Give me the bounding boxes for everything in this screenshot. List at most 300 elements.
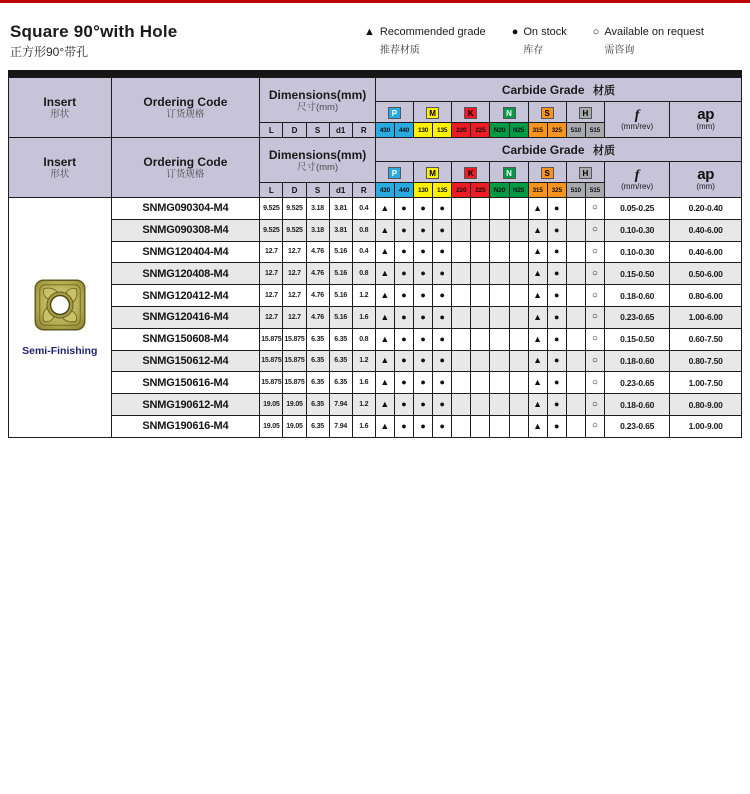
table-body bbox=[9, 198, 742, 438]
dimension-value-cell: 6.35 bbox=[329, 372, 352, 394]
grade-symbol-cell: ● bbox=[394, 241, 413, 263]
grade-symbol-cell bbox=[471, 198, 490, 220]
grade-symbol-cell bbox=[452, 350, 471, 372]
depth-range-cell: 0.40-6.00 bbox=[670, 219, 742, 241]
dimension-value-cell: 15.875 bbox=[260, 350, 283, 372]
grade-symbol-cell: ▲ bbox=[375, 328, 394, 350]
carbide-grade-header bbox=[375, 138, 741, 162]
grade-symbol-cell: ○ bbox=[585, 328, 604, 350]
dimension-value-cell: 19.05 bbox=[283, 415, 306, 437]
grade-symbol-cell bbox=[471, 285, 490, 307]
depth-range-cell: 0.80-7.50 bbox=[670, 350, 742, 372]
grade-symbol-cell bbox=[509, 198, 528, 220]
grade-symbol-cell: ▲ bbox=[375, 219, 394, 241]
grade-symbol-cell: ● bbox=[433, 350, 452, 372]
grade-letter-chip-m: M bbox=[426, 107, 439, 119]
feed-header-unit: (mm/rev) bbox=[621, 181, 654, 191]
grade-symbol-cell bbox=[490, 328, 509, 350]
feed-header-unit: (mm/rev) bbox=[621, 121, 654, 131]
grade-number-cell-n25: N25 bbox=[509, 183, 528, 198]
grade-number-cell-n25: N25 bbox=[509, 123, 528, 138]
grade-symbol-cell bbox=[452, 263, 471, 285]
depth-header-symbol: ap bbox=[697, 106, 715, 123]
dim-col-label-s: S bbox=[306, 183, 329, 198]
carbide-header-zh: 材质 bbox=[593, 84, 615, 97]
legend-item-on-stock bbox=[512, 26, 567, 56]
grade-symbol-cell bbox=[490, 415, 509, 437]
dimension-value-cell: 12.7 bbox=[283, 285, 306, 307]
dimension-value-cell: 7.94 bbox=[329, 415, 352, 437]
grade-symbol-cell: ● bbox=[394, 219, 413, 241]
grade-symbol-cell bbox=[566, 415, 585, 437]
table-row bbox=[9, 198, 742, 220]
dimension-value-cell: 19.05 bbox=[283, 394, 306, 416]
dimension-value-cell: 12.7 bbox=[283, 263, 306, 285]
legend-label-zh: 需咨询 bbox=[604, 45, 635, 56]
ordering-code-cell: SNMG120416-M4 bbox=[111, 306, 260, 328]
grade-letter-cell bbox=[452, 162, 490, 183]
ordering-code-cell: SNMG190616-M4 bbox=[111, 415, 260, 437]
grade-symbol-cell bbox=[452, 415, 471, 437]
grade-symbol-cell: ○ bbox=[585, 350, 604, 372]
insert-preview-cell bbox=[9, 198, 112, 438]
grade-symbol-cell: ● bbox=[394, 263, 413, 285]
depth-header-unit: (mm) bbox=[696, 122, 715, 131]
grade-letter-chip-h: H bbox=[579, 167, 592, 179]
ordering-code-cell: SNMG150608-M4 bbox=[111, 328, 260, 350]
grade-symbol-cell: ▲ bbox=[375, 285, 394, 307]
grade-symbol-cell bbox=[471, 306, 490, 328]
grade-letter-cell bbox=[414, 162, 452, 183]
dimension-value-cell: 7.94 bbox=[329, 394, 352, 416]
insert-type-label: Semi-Finishing bbox=[22, 344, 98, 357]
insert-image bbox=[33, 278, 87, 332]
table-row bbox=[9, 285, 742, 307]
grade-symbol-cell bbox=[452, 198, 471, 220]
grade-symbol-cell: ● bbox=[547, 285, 566, 307]
title-block bbox=[10, 22, 360, 60]
table-row bbox=[9, 219, 742, 241]
ordering-header-en: Ordering Code bbox=[143, 95, 228, 109]
dimension-value-cell: 15.875 bbox=[283, 372, 306, 394]
feed-range-cell: 0.15-0.50 bbox=[604, 263, 669, 285]
table-row bbox=[9, 372, 742, 394]
grade-symbol-cell: ○ bbox=[585, 263, 604, 285]
feed-range-cell: 0.05-0.25 bbox=[604, 198, 669, 220]
grade-number-cell-315: 315 bbox=[528, 123, 547, 138]
legend-item-on-request bbox=[593, 26, 704, 56]
grade-symbol-cell bbox=[490, 306, 509, 328]
grade-symbol-cell bbox=[471, 263, 490, 285]
page-accent-bar bbox=[0, 0, 750, 3]
grade-symbol-cell bbox=[509, 415, 528, 437]
grade-number-cell-515: 515 bbox=[585, 123, 604, 138]
dimension-value-cell: 6.35 bbox=[306, 350, 329, 372]
depth-column-header bbox=[670, 102, 742, 138]
dim-col-label-r: R bbox=[352, 123, 375, 138]
feed-range-cell: 0.23-0.65 bbox=[604, 372, 669, 394]
legend-label: On stock bbox=[523, 26, 567, 38]
grade-symbol-cell: ▲ bbox=[375, 415, 394, 437]
grade-number-cell-n20: N20 bbox=[490, 183, 509, 198]
grade-letter-chip-m: M bbox=[426, 167, 439, 179]
grade-symbol-cell: ▲ bbox=[528, 241, 547, 263]
dimension-value-cell: 5.16 bbox=[329, 263, 352, 285]
grade-symbol-cell: ● bbox=[547, 198, 566, 220]
feed-column-header bbox=[604, 162, 669, 198]
depth-range-cell: 0.40-6.00 bbox=[670, 241, 742, 263]
grade-symbol-cell bbox=[566, 241, 585, 263]
legend-label-zh: 推荐材质 bbox=[379, 45, 420, 56]
legend-label: Available on request bbox=[604, 26, 704, 38]
dim-col-label-l: L bbox=[260, 123, 283, 138]
grade-symbol-cell bbox=[566, 372, 585, 394]
grade-symbol-cell: ● bbox=[414, 394, 433, 416]
dimension-value-cell: 1.2 bbox=[352, 285, 375, 307]
grade-number-cell-220: 220 bbox=[452, 123, 471, 138]
grade-symbol-cell bbox=[566, 350, 585, 372]
grade-symbol-cell: ● bbox=[414, 328, 433, 350]
feed-range-cell: 0.15-0.50 bbox=[604, 328, 669, 350]
grade-symbol-cell: ● bbox=[433, 306, 452, 328]
dimensions-column-header bbox=[260, 78, 376, 123]
grade-symbol-cell bbox=[471, 394, 490, 416]
dimension-value-cell: 0.4 bbox=[352, 241, 375, 263]
grade-symbol-cell: ▲ bbox=[528, 306, 547, 328]
carbide-grade-header bbox=[375, 78, 741, 102]
dimension-value-cell: 12.7 bbox=[260, 285, 283, 307]
grade-symbol-cell: ● bbox=[433, 285, 452, 307]
grade-symbol-cell: ● bbox=[433, 372, 452, 394]
grade-symbol-cell: ○ bbox=[585, 285, 604, 307]
table-row bbox=[9, 241, 742, 263]
grade-symbol-cell: ○ bbox=[585, 219, 604, 241]
grade-symbol-cell: ▲ bbox=[528, 219, 547, 241]
insert-header-zh: 形状 bbox=[50, 109, 70, 120]
ordering-code-cell: SNMG090304-M4 bbox=[111, 198, 260, 220]
grade-symbol-cell bbox=[452, 306, 471, 328]
grade-symbol-cell: ▲ bbox=[528, 263, 547, 285]
grade-number-cell-135: 135 bbox=[433, 123, 452, 138]
feed-range-cell: 0.18-0.60 bbox=[604, 285, 669, 307]
open-circle-icon: ○ bbox=[592, 26, 600, 38]
grade-number-cell-315: 315 bbox=[528, 183, 547, 198]
filled-circle-icon: ● bbox=[511, 26, 519, 38]
grade-symbol-cell bbox=[452, 219, 471, 241]
grade-symbol-cell: ○ bbox=[585, 372, 604, 394]
carbide-header-en: Carbide Grade bbox=[501, 82, 585, 97]
grade-symbol-cell bbox=[490, 198, 509, 220]
grade-symbol-cell bbox=[509, 350, 528, 372]
grade-symbol-cell bbox=[509, 372, 528, 394]
dim-col-label-l: L bbox=[260, 183, 283, 198]
dimension-value-cell: 15.875 bbox=[283, 350, 306, 372]
grade-symbol-cell bbox=[566, 198, 585, 220]
dimension-value-cell: 1.2 bbox=[352, 394, 375, 416]
page-header bbox=[10, 22, 742, 60]
grade-symbol-cell bbox=[509, 241, 528, 263]
grade-symbol-cell: ● bbox=[394, 415, 413, 437]
grade-symbol-cell: ○ bbox=[585, 241, 604, 263]
grade-symbol-cell: ● bbox=[547, 263, 566, 285]
grade-symbol-cell bbox=[490, 372, 509, 394]
ordering-code-column-header bbox=[111, 78, 260, 138]
grade-symbol-cell: ● bbox=[433, 394, 452, 416]
grade-symbol-cell: ▲ bbox=[528, 394, 547, 416]
grade-symbol-cell: ● bbox=[394, 350, 413, 372]
page-title: Square 90°with Hole bbox=[10, 22, 178, 41]
depth-column-header bbox=[670, 162, 742, 198]
grade-number-cell-225: 225 bbox=[471, 183, 490, 198]
grade-symbol-cell bbox=[490, 285, 509, 307]
grade-symbol-cell: ▲ bbox=[375, 263, 394, 285]
grade-symbol-cell bbox=[509, 285, 528, 307]
dimensions-header-en: Dimensions(mm) bbox=[268, 87, 367, 102]
feed-range-cell: 0.23-0.65 bbox=[604, 306, 669, 328]
grade-symbol-cell: ● bbox=[414, 263, 433, 285]
feed-column-header bbox=[604, 102, 669, 138]
grade-symbol-cell bbox=[471, 241, 490, 263]
feed-header-symbol: f bbox=[634, 167, 640, 183]
grade-symbol-cell bbox=[509, 394, 528, 416]
grade-number-cell-515: 515 bbox=[585, 183, 604, 198]
table-row bbox=[9, 415, 742, 437]
grade-letter-cell bbox=[375, 102, 413, 123]
dimension-value-cell: 19.05 bbox=[260, 394, 283, 416]
table-top-bar bbox=[8, 70, 742, 77]
grade-symbol-cell bbox=[566, 328, 585, 350]
grade-symbol-cell: ○ bbox=[585, 415, 604, 437]
grade-symbol-cell: ● bbox=[547, 350, 566, 372]
dimension-value-cell: 6.35 bbox=[306, 328, 329, 350]
dimension-value-cell: 1.6 bbox=[352, 306, 375, 328]
grade-letter-chip-p: P bbox=[388, 167, 401, 179]
grade-symbol-cell bbox=[471, 219, 490, 241]
grade-letter-cell bbox=[375, 162, 413, 183]
dim-col-label-r: R bbox=[352, 183, 375, 198]
grade-symbol-cell bbox=[490, 350, 509, 372]
grade-number-cell-325: 325 bbox=[547, 123, 566, 138]
grade-symbol-cell bbox=[452, 394, 471, 416]
legend-item-recommended bbox=[364, 26, 486, 56]
grade-symbol-cell bbox=[566, 285, 585, 307]
grade-symbol-cell: ▲ bbox=[375, 198, 394, 220]
grade-symbol-cell bbox=[490, 263, 509, 285]
grade-symbol-cell: ▲ bbox=[528, 350, 547, 372]
depth-range-cell: 1.00-9.00 bbox=[670, 415, 742, 437]
grade-symbol-cell: ● bbox=[394, 372, 413, 394]
grade-symbol-cell bbox=[509, 219, 528, 241]
grade-symbol-cell: ● bbox=[414, 219, 433, 241]
dimension-value-cell: 12.7 bbox=[283, 306, 306, 328]
grade-letter-cell bbox=[452, 102, 490, 123]
grade-symbol-cell: ● bbox=[394, 328, 413, 350]
grade-number-cell-440: 440 bbox=[394, 183, 413, 198]
insert-header-en: Insert bbox=[43, 155, 77, 169]
dimension-value-cell: 15.875 bbox=[260, 372, 283, 394]
grade-letter-cell bbox=[490, 102, 528, 123]
header-block bbox=[9, 78, 742, 138]
dimension-value-cell: 15.875 bbox=[283, 328, 306, 350]
dimension-value-cell: 12.7 bbox=[260, 306, 283, 328]
grade-symbol-cell bbox=[471, 372, 490, 394]
grade-symbol-cell: ● bbox=[547, 372, 566, 394]
dimension-value-cell: 12.7 bbox=[260, 241, 283, 263]
grade-symbol-cell bbox=[452, 285, 471, 307]
dimension-value-cell: 6.35 bbox=[329, 328, 352, 350]
grade-letter-chip-k: K bbox=[464, 107, 477, 119]
grade-symbol-cell: ● bbox=[547, 306, 566, 328]
grade-symbol-cell: ▲ bbox=[375, 394, 394, 416]
grade-letter-chip-p: P bbox=[388, 107, 401, 119]
dimension-value-cell: 0.8 bbox=[352, 219, 375, 241]
grade-symbol-cell: ● bbox=[414, 198, 433, 220]
grade-letter-chip-n: N bbox=[503, 167, 516, 179]
grade-symbol-cell: ▲ bbox=[375, 306, 394, 328]
dimension-value-cell: 4.76 bbox=[306, 285, 329, 307]
carbide-header-en: Carbide Grade bbox=[501, 142, 585, 157]
grade-number-cell-440: 440 bbox=[394, 123, 413, 138]
dimension-value-cell: 6.35 bbox=[306, 415, 329, 437]
grade-number-cell-430: 430 bbox=[375, 123, 394, 138]
grade-letter-cell bbox=[414, 102, 452, 123]
grade-number-cell-510: 510 bbox=[566, 183, 585, 198]
grade-symbol-cell: ● bbox=[414, 285, 433, 307]
grade-symbol-cell bbox=[509, 306, 528, 328]
insert-spec-table bbox=[8, 77, 742, 438]
table-row bbox=[9, 350, 742, 372]
dimension-value-cell: 9.525 bbox=[283, 198, 306, 220]
depth-range-cell: 0.80-9.00 bbox=[670, 394, 742, 416]
grade-symbol-cell: ● bbox=[547, 415, 566, 437]
grade-symbol-cell: ● bbox=[433, 415, 452, 437]
grade-symbol-cell: ○ bbox=[585, 394, 604, 416]
depth-range-cell: 0.50-6.00 bbox=[670, 263, 742, 285]
grade-symbol-cell: ● bbox=[547, 219, 566, 241]
grade-symbol-cell: ● bbox=[414, 372, 433, 394]
insert-column-header bbox=[9, 78, 112, 138]
triangle-icon: ▲ bbox=[364, 26, 375, 38]
header-block-repeat bbox=[9, 138, 742, 198]
grade-symbol-cell: ○ bbox=[585, 198, 604, 220]
table-row bbox=[9, 394, 742, 416]
insert-header-en: Insert bbox=[43, 95, 77, 109]
grade-symbol-cell: ▲ bbox=[375, 241, 394, 263]
page-subtitle: 正方形90°带孔 bbox=[10, 45, 89, 59]
dimension-value-cell: 6.35 bbox=[329, 350, 352, 372]
spec-table-wrap bbox=[8, 70, 742, 438]
grade-symbol-cell bbox=[452, 241, 471, 263]
dim-col-label-d: D bbox=[283, 123, 306, 138]
dimension-value-cell: 0.8 bbox=[352, 263, 375, 285]
grade-letter-chip-s: S bbox=[541, 107, 554, 119]
legend-label: Recommended grade bbox=[379, 26, 486, 38]
dimension-value-cell: 5.16 bbox=[329, 241, 352, 263]
ordering-code-cell: SNMG190612-M4 bbox=[111, 394, 260, 416]
grade-symbol-cell: ▲ bbox=[528, 372, 547, 394]
grade-symbol-cell: ● bbox=[414, 350, 433, 372]
grade-symbol-cell: ● bbox=[433, 198, 452, 220]
grade-symbol-cell: ● bbox=[394, 306, 413, 328]
feed-range-cell: 0.10-0.30 bbox=[604, 219, 669, 241]
dimension-value-cell: 3.81 bbox=[329, 198, 352, 220]
ordering-code-cell: SNMG120408-M4 bbox=[111, 263, 260, 285]
table-row bbox=[9, 306, 742, 328]
grade-letter-cell bbox=[528, 102, 566, 123]
feed-range-cell: 0.18-0.60 bbox=[604, 350, 669, 372]
dimension-value-cell: 1.2 bbox=[352, 350, 375, 372]
dim-col-label-s: S bbox=[306, 123, 329, 138]
depth-range-cell: 1.00-6.00 bbox=[670, 306, 742, 328]
depth-range-cell: 0.20-0.40 bbox=[670, 198, 742, 220]
grade-letter-chip-s: S bbox=[541, 167, 554, 179]
dimension-value-cell: 15.875 bbox=[260, 328, 283, 350]
grade-symbol-cell: ○ bbox=[585, 306, 604, 328]
dimension-value-cell: 12.7 bbox=[283, 241, 306, 263]
depth-header-symbol: ap bbox=[697, 166, 715, 183]
ordering-header-zh: 订货规格 bbox=[166, 109, 205, 120]
dim-col-label-d1: d1 bbox=[329, 183, 352, 198]
grade-number-cell-220: 220 bbox=[452, 183, 471, 198]
dimension-value-cell: 1.6 bbox=[352, 415, 375, 437]
carbide-header-zh: 材质 bbox=[593, 144, 615, 157]
grade-symbol-cell bbox=[452, 328, 471, 350]
dimension-value-cell: 12.7 bbox=[260, 263, 283, 285]
grade-symbol-cell: ● bbox=[433, 328, 452, 350]
grade-symbol-cell: ▲ bbox=[528, 328, 547, 350]
dimension-value-cell: 5.16 bbox=[329, 306, 352, 328]
grade-symbol-cell: ● bbox=[414, 241, 433, 263]
grade-symbol-cell bbox=[566, 219, 585, 241]
grade-symbol-cell: ● bbox=[433, 241, 452, 263]
grade-letter-cell bbox=[566, 102, 604, 123]
insert-header-zh: 形状 bbox=[50, 169, 70, 180]
table-row bbox=[9, 328, 742, 350]
grade-letter-cell bbox=[566, 162, 604, 183]
grade-symbol-cell bbox=[566, 263, 585, 285]
dimension-value-cell: 4.76 bbox=[306, 263, 329, 285]
dimension-value-cell: 4.76 bbox=[306, 241, 329, 263]
dimension-value-cell: 9.525 bbox=[260, 219, 283, 241]
grade-symbol-cell bbox=[471, 350, 490, 372]
grade-symbol-cell: ● bbox=[394, 198, 413, 220]
legend-label-zh: 库存 bbox=[523, 45, 544, 56]
feed-header-symbol: f bbox=[634, 107, 640, 123]
grade-number-cell-130: 130 bbox=[414, 123, 433, 138]
grade-symbol-cell: ● bbox=[547, 328, 566, 350]
dimension-value-cell: 3.18 bbox=[306, 219, 329, 241]
table-row bbox=[9, 263, 742, 285]
insert-column-header bbox=[9, 138, 112, 198]
grade-symbol-cell bbox=[566, 306, 585, 328]
ordering-code-cell: SNMG150616-M4 bbox=[111, 372, 260, 394]
dimensions-header-zh: 尺寸(mm) bbox=[296, 161, 339, 173]
feed-range-cell: 0.10-0.30 bbox=[604, 241, 669, 263]
grade-letter-chip-k: K bbox=[464, 167, 477, 179]
grade-symbol-cell: ▲ bbox=[528, 285, 547, 307]
grade-symbol-cell: ● bbox=[394, 285, 413, 307]
grade-symbol-cell bbox=[471, 415, 490, 437]
ordering-code-cell: SNMG090308-M4 bbox=[111, 219, 260, 241]
grade-number-cell-n20: N20 bbox=[490, 123, 509, 138]
dimension-value-cell: 4.76 bbox=[306, 306, 329, 328]
ordering-header-en: Ordering Code bbox=[143, 155, 228, 169]
grade-symbol-cell bbox=[509, 263, 528, 285]
grade-number-cell-135: 135 bbox=[433, 183, 452, 198]
grade-letter-cell bbox=[528, 162, 566, 183]
grade-symbol-cell: ▲ bbox=[528, 415, 547, 437]
depth-range-cell: 0.80-6.00 bbox=[670, 285, 742, 307]
